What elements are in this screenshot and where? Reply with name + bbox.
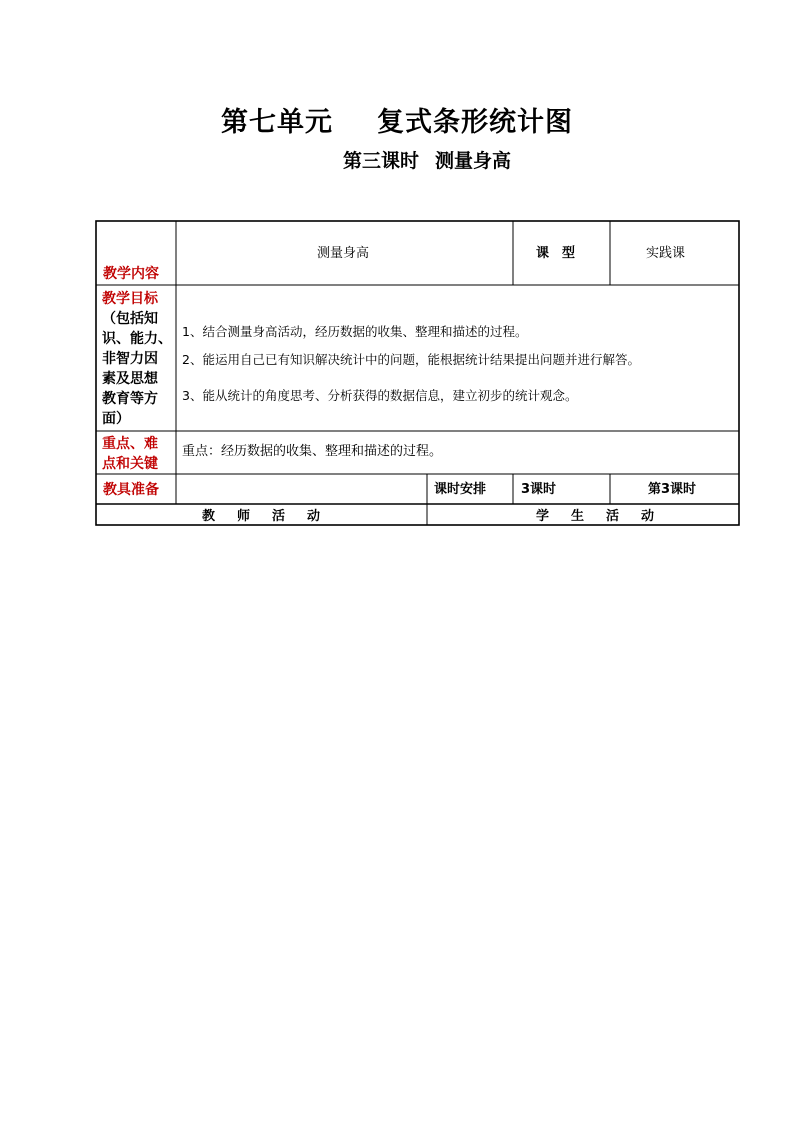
goal-item: 2、能运用自己已有知识解决统计中的问题，能根据统计结果提出问题并进行解答。	[182, 352, 640, 367]
lesson-type-label: 课 型	[536, 246, 576, 261]
key-points-label-line-2: 点和关键	[102, 456, 158, 472]
goals-label-note-6: 面）	[102, 411, 130, 427]
goals-label-note-5: 教育等方	[102, 391, 158, 407]
lesson-title: 测量身高	[435, 150, 512, 172]
goals-label-note-4: 素及思想	[102, 371, 158, 387]
goals-label-title: 教学目标	[102, 291, 158, 307]
student-activity-header: 学生活动	[536, 509, 677, 524]
goal-item: 3、能从统计的角度思考、分析获得的数据信息，建立初步的统计观念。	[182, 388, 578, 403]
content-value: 测量身高	[317, 246, 370, 261]
goals-label	[102, 289, 172, 429]
tools-label: 教具准备	[103, 482, 159, 498]
unit-number: 第七单元	[221, 107, 333, 138]
key-points-value: 重点：经历数据的收集、整理和描述的过程。	[182, 444, 443, 459]
goals-label-note-3: 非智力因	[102, 351, 158, 367]
content-label: 教学内容	[103, 266, 159, 282]
schedule-value: 3课时	[521, 482, 557, 497]
page-title	[0, 100, 794, 139]
teacher-activity-header: 教师活动	[202, 509, 343, 524]
key-points-label	[102, 434, 172, 474]
period-value: 第3课时	[648, 482, 697, 497]
schedule-label: 课时安排	[434, 482, 487, 497]
key-points-label-line-1: 重点、难	[102, 436, 158, 452]
unit-title: 复式条形统计图	[377, 107, 573, 138]
goals-label-note-2: 识、能力、	[102, 331, 172, 347]
lesson-type-value: 实践课	[646, 246, 686, 261]
goals-label-note-1: （包括知	[102, 311, 158, 327]
goal-item: 1、结合测量身高活动，经历数据的收集、整理和描述的过程。	[182, 324, 528, 339]
lesson-number: 第三课时	[343, 150, 420, 172]
lesson-subtitle	[343, 146, 511, 173]
